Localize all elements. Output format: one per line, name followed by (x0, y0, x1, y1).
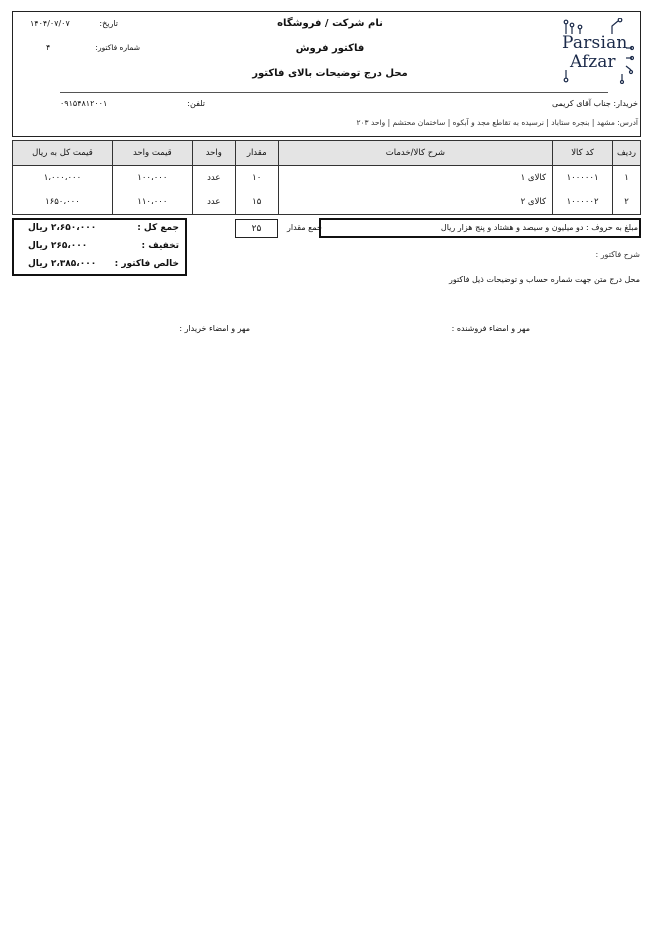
discount-value: ۲۶۵،۰۰۰ ریال (28, 241, 88, 251)
address-label: آدرس: (617, 118, 638, 127)
total-value: ۲،۶۵۰،۰۰۰ ریال (28, 223, 97, 233)
logo-text-parsian: Parsian (562, 33, 628, 53)
header-divider (60, 92, 608, 93)
net-row (14, 256, 185, 274)
cell-description: کالای ۱ (278, 166, 552, 191)
col-header-description: شرح کالا/خدمات (278, 141, 552, 166)
phone-value: ۰۹۱۵۴۸۱۲۰۰۱ (60, 99, 108, 108)
buyer-label: خریدار: (613, 99, 638, 108)
logo-text-afzar: Afzar (570, 52, 616, 72)
top-note: محل درج توضیحات بالای فاکتور (252, 68, 408, 79)
words-label: مبلغ به حروف : (586, 223, 638, 232)
description-label: شرح فاکتور : (595, 250, 640, 259)
quantity-sum-label: جمع مقدار (287, 223, 322, 232)
address-street: بنجره ستاباد (551, 118, 590, 127)
address-line: آدرس: مشهد | بنجره ستاباد | نرسیده به تقاطع مجد و آبکوه | ساختمان محتشم | واحد ۲۰۳ (356, 118, 638, 127)
company-logo (560, 18, 634, 84)
totals-box (12, 218, 187, 276)
description-value: محل درج متن جهت شماره حساب و توضیحات ذیل فاکتور (448, 275, 640, 284)
net-label: خالص فاکتور : (114, 259, 179, 269)
address-building: ساختمان محتشم (392, 118, 446, 127)
cell-code: ۱۰۰۰۰۰۱ (553, 166, 613, 191)
address-crossroad: نرسیده به تقاطع مجد و آبکوه (452, 118, 544, 127)
net-value: ۲،۳۸۵،۰۰۰ ریال (28, 259, 97, 269)
col-header-code: کد کالا (553, 141, 613, 166)
seller-signature-label: مهر و امضاء فروشنده : (451, 324, 530, 333)
words-value: دو میلیون و سیصد و هشتاد و پنج هزار ریال (440, 223, 584, 232)
table-row (13, 166, 641, 191)
discount-row (14, 238, 185, 256)
cell-total-price: ۱،۰۰۰،۰۰۰ (13, 166, 113, 191)
discount-label: تخفیف : (141, 241, 179, 251)
cell-unit-price: ۱۱۰،۰۰۰ (112, 190, 192, 215)
invoice-number-label: شماره فاکتور: (95, 43, 140, 52)
col-header-total-price: قیمت کل به ریال (13, 141, 113, 166)
cell-total-price: ۱۶۵۰،۰۰۰ (13, 190, 113, 215)
col-header-quantity: مقدار (235, 141, 278, 166)
cell-code: ۱۰۰۰۰۰۲ (553, 190, 613, 215)
buyer-line (470, 99, 638, 108)
quantity-sum-value: ۲۵ (235, 219, 278, 238)
address-city: مشهد (596, 118, 615, 127)
cell-unit: عدد (192, 190, 235, 215)
col-header-row-no: ردیف (613, 141, 641, 166)
cell-row-no: ۱ (613, 166, 641, 191)
items-table (12, 140, 641, 215)
cell-description: کالای ۲ (278, 190, 552, 215)
cell-unit: عدد (192, 166, 235, 191)
col-header-unit: واحد (192, 141, 235, 166)
cell-row-no: ۲ (613, 190, 641, 215)
buyer-name: جناب آقای کریمی (551, 99, 611, 108)
cell-quantity: ۱۵ (235, 190, 278, 215)
buyer-signature-label: مهر و امضاء خریدار : (179, 324, 250, 333)
amount-in-words (323, 223, 638, 232)
date-label: تاریخ: (99, 19, 118, 28)
col-header-unit-price: قیمت واحد (112, 141, 192, 166)
cell-unit-price: ۱۰۰،۰۰۰ (112, 166, 192, 191)
phone-label: تلفن: (187, 99, 205, 108)
total-row (14, 220, 185, 238)
company-name: نام شرکت / فروشگاه (277, 18, 383, 29)
address-unit: واحد ۲۰۳ (356, 118, 386, 127)
cell-quantity: ۱۰ (235, 166, 278, 191)
table-row (13, 190, 641, 215)
invoice-number-value: ۴ (46, 43, 51, 52)
invoice-title: فاکتور فروش (295, 43, 365, 54)
table-header-row (13, 141, 641, 166)
total-label: جمع کل : (137, 223, 179, 233)
date-value: ۱۴۰۴/۰۷/۰۷ (30, 19, 70, 28)
